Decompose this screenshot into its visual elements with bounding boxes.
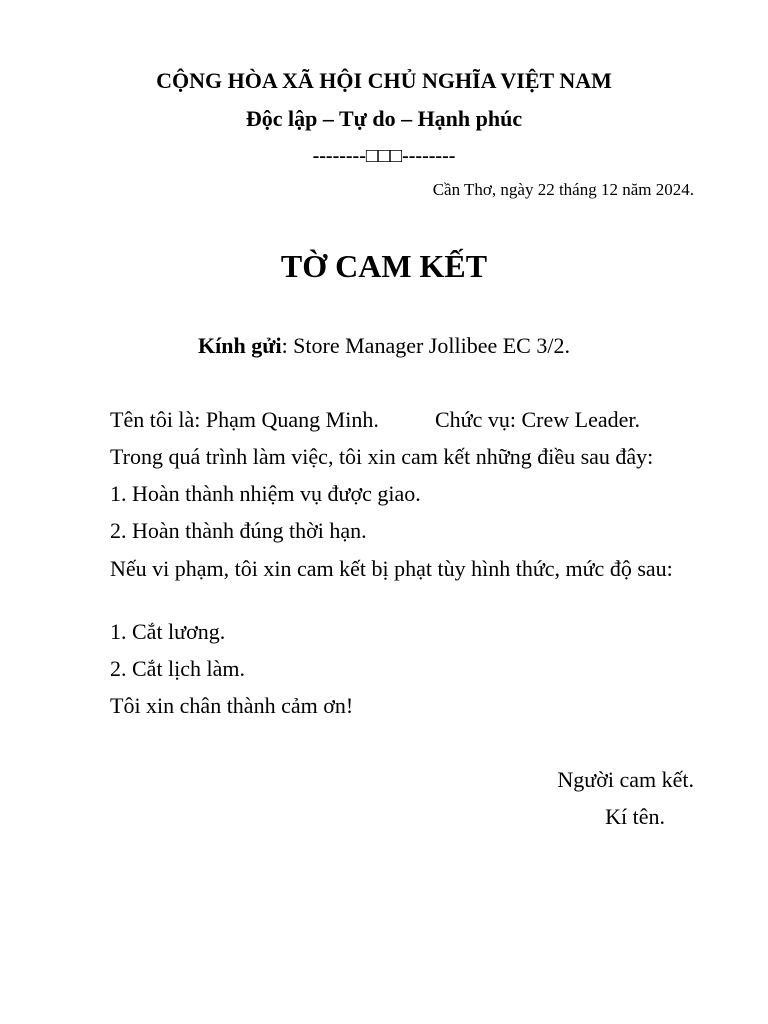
thanks-line: Tôi xin chân thành cảm ơn!: [110, 693, 354, 718]
position-line: Chức vụ: Crew Leader.: [435, 407, 640, 432]
recipient-label: Kính gửi: [198, 333, 282, 358]
signature-sign: Kí tên.: [605, 804, 665, 829]
country-heading: CỘNG HÒA XÃ HỘI CHỦ NGHĨA VIỆT NAM: [156, 68, 612, 93]
commitment-item-2: 2. Hoàn thành đúng thời hạn.: [110, 518, 367, 543]
document-title: TỜ CAM KẾT: [280, 248, 488, 284]
date-line: Cần Thơ, ngày 22 tháng 12 năm 2024.: [432, 180, 694, 199]
intro-line: Trong quá trình làm việc, tôi xin cam kết những điều sau đây:: [110, 444, 654, 469]
header-divider: --------□□□--------: [312, 145, 456, 167]
penalty-item-1: 1. Cắt lương.: [110, 619, 226, 644]
violation-intro: Nếu vi phạm, tôi xin cam kết bị phạt tùy hình thức, mức độ sau:: [110, 556, 673, 581]
name-line: Tên tôi là: Phạm Quang Minh.: [110, 407, 379, 432]
motto-heading: Độc lập – Tự do – Hạnh phúc: [245, 106, 523, 131]
recipient-line: [0, 333, 768, 359]
signature-role: Người cam kết.: [557, 767, 694, 792]
recipient-value: : Store Manager Jollibee EC 3/2.: [281, 333, 570, 358]
commitment-item-1: 1. Hoàn thành nhiệm vụ được giao.: [110, 481, 421, 506]
penalty-item-2: 2. Cắt lịch làm.: [110, 656, 246, 681]
